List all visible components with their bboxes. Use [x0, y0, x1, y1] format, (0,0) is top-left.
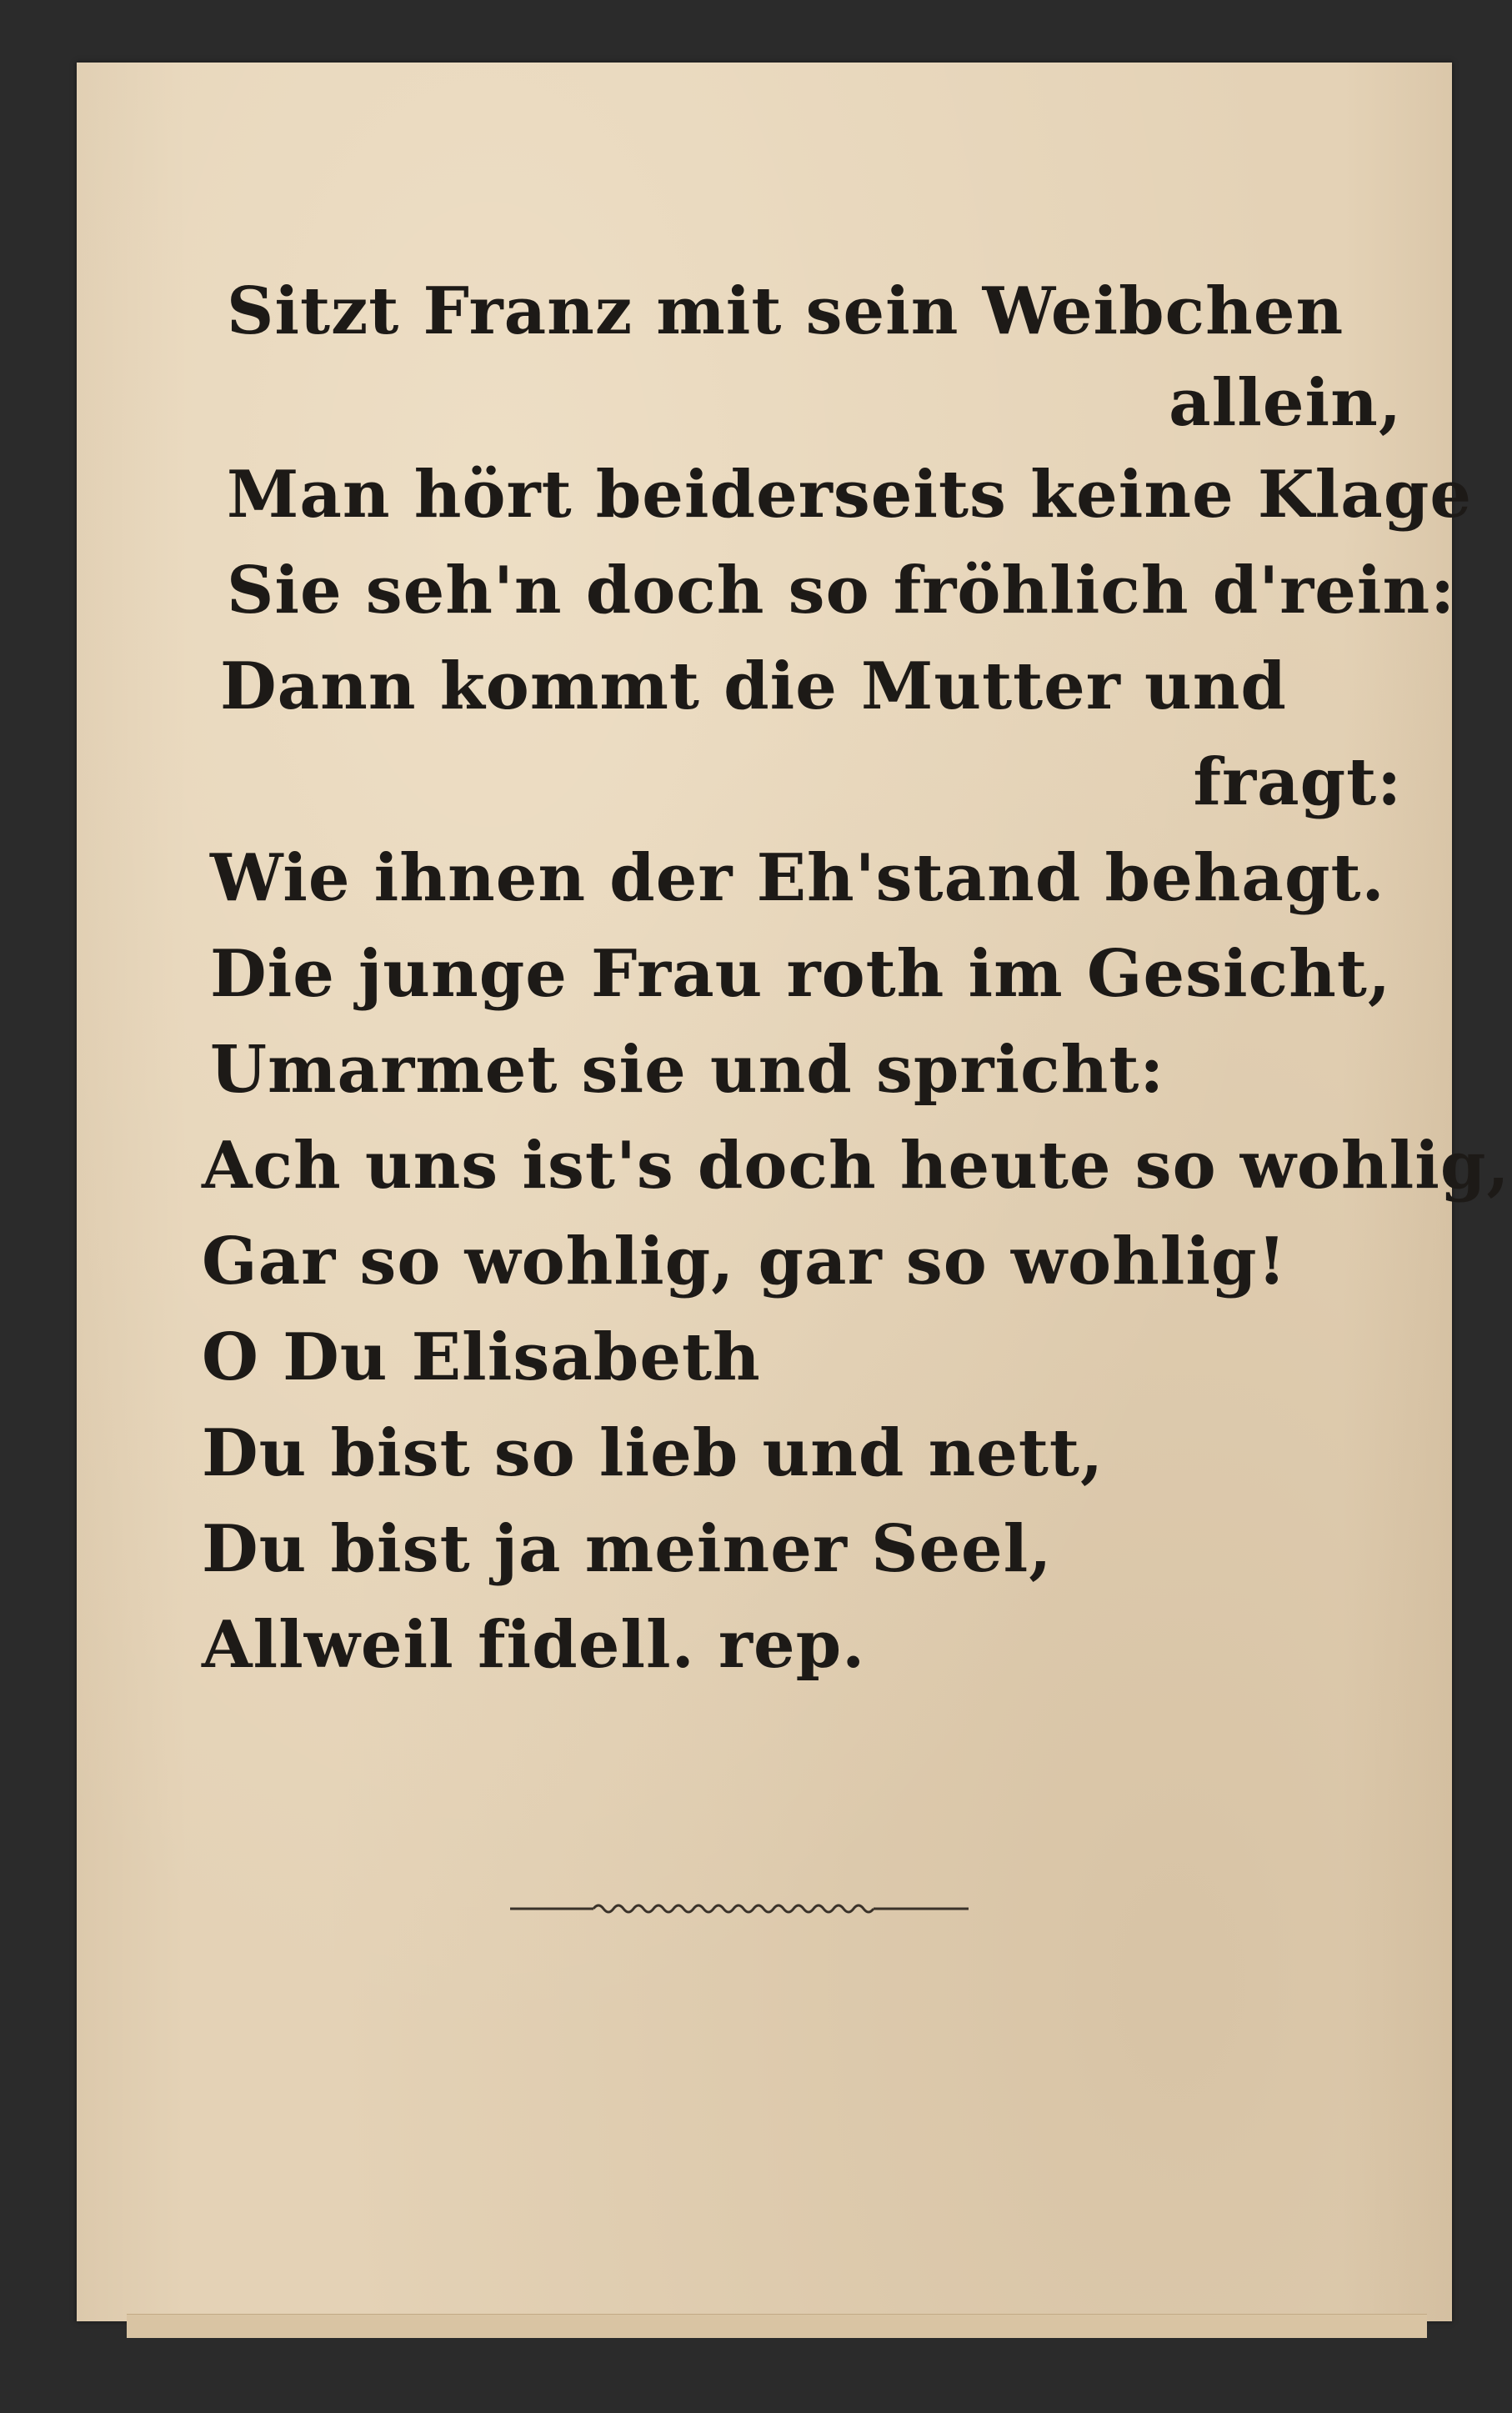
poem-line: O Du Elisabeth — [202, 1319, 761, 1395]
printed-page — [77, 63, 1510, 2321]
poem-line: Die junge Frau roth im Gesicht, — [210, 936, 1392, 1012]
poem-line: Du bist so lieb und nett, — [202, 1415, 1104, 1491]
poem-line: Allweil fidell. rep. — [202, 1607, 866, 1683]
poem-line: Umarmet sie und spricht: — [210, 1032, 1165, 1108]
poem-line: Du bist ja meiner Seel, — [202, 1511, 1053, 1587]
page-edge — [127, 2314, 1427, 2338]
wavy-divider-ornament — [510, 1892, 969, 1925]
poem-line: Wie ihnen der Eh'stand behagt. — [210, 840, 1385, 916]
poem-line: Ach uns ist's doch heute so wohlig, — [202, 1128, 1510, 1204]
poem-line: Sie seh'n doch so fröhlich d'rein: — [227, 553, 1456, 628]
poem-line: Man hört beiderseits keine Klage — [227, 457, 1473, 533]
poem-line: fragt: — [1193, 744, 1402, 820]
poem-line: Sitzt Franz mit sein Weibchen — [227, 273, 1344, 349]
poem-line: allein, — [1169, 365, 1402, 441]
poem-line: Gar so wohlig, gar so wohlig! — [202, 1224, 1287, 1299]
poem-line: Dann kommt die Mutter und — [220, 648, 1287, 724]
